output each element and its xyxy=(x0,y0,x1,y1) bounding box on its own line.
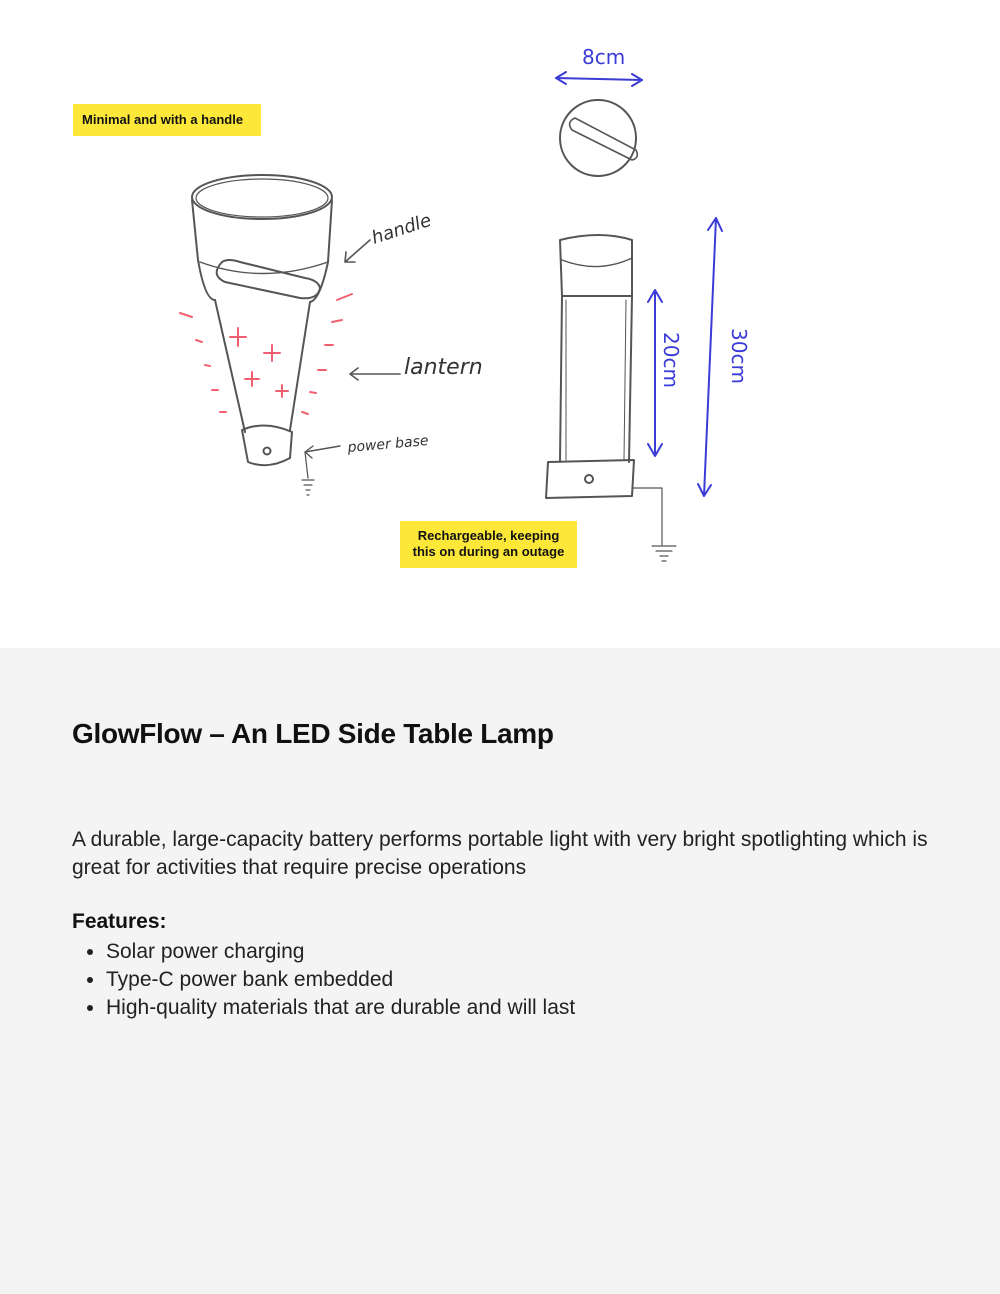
power-base-shape xyxy=(242,425,292,465)
glow-marks xyxy=(180,294,352,414)
top-view-circle xyxy=(560,100,636,176)
handle-label: handle xyxy=(369,209,434,249)
sticky-note-minimal: Minimal and with a handle xyxy=(73,104,261,136)
feature-item: • High-quality materials that are durable and will last xyxy=(106,994,575,1022)
side-base-shape xyxy=(546,460,634,498)
total-height-dimension: 30cm xyxy=(727,328,751,384)
lantern-top-rim xyxy=(192,175,332,219)
body-height-dimension: 20cm xyxy=(659,332,683,388)
power-base-label: power base xyxy=(346,432,430,456)
dimension-lines xyxy=(556,72,722,496)
width-dimension: 8cm xyxy=(582,45,626,69)
feature-item: • Solar power charging xyxy=(106,938,575,966)
side-view-drawing xyxy=(546,100,676,561)
product-title: GlowFlow – An LED Side Table Lamp xyxy=(72,718,554,749)
sticky-note-rechargeable: Rechargeable, keeping this on during an outage xyxy=(400,521,577,568)
lantern-label: lantern xyxy=(404,355,483,380)
product-info-panel xyxy=(0,648,1000,1294)
features-heading: Features: xyxy=(72,910,167,933)
handle-shape xyxy=(217,260,320,298)
features-list xyxy=(106,938,575,1022)
feature-item: • Type-C power bank embedded xyxy=(106,966,575,994)
product-description: A durable, large-capacity battery performs portable light with very bright spotlighting which is great for activities that require precise operations xyxy=(72,828,928,879)
